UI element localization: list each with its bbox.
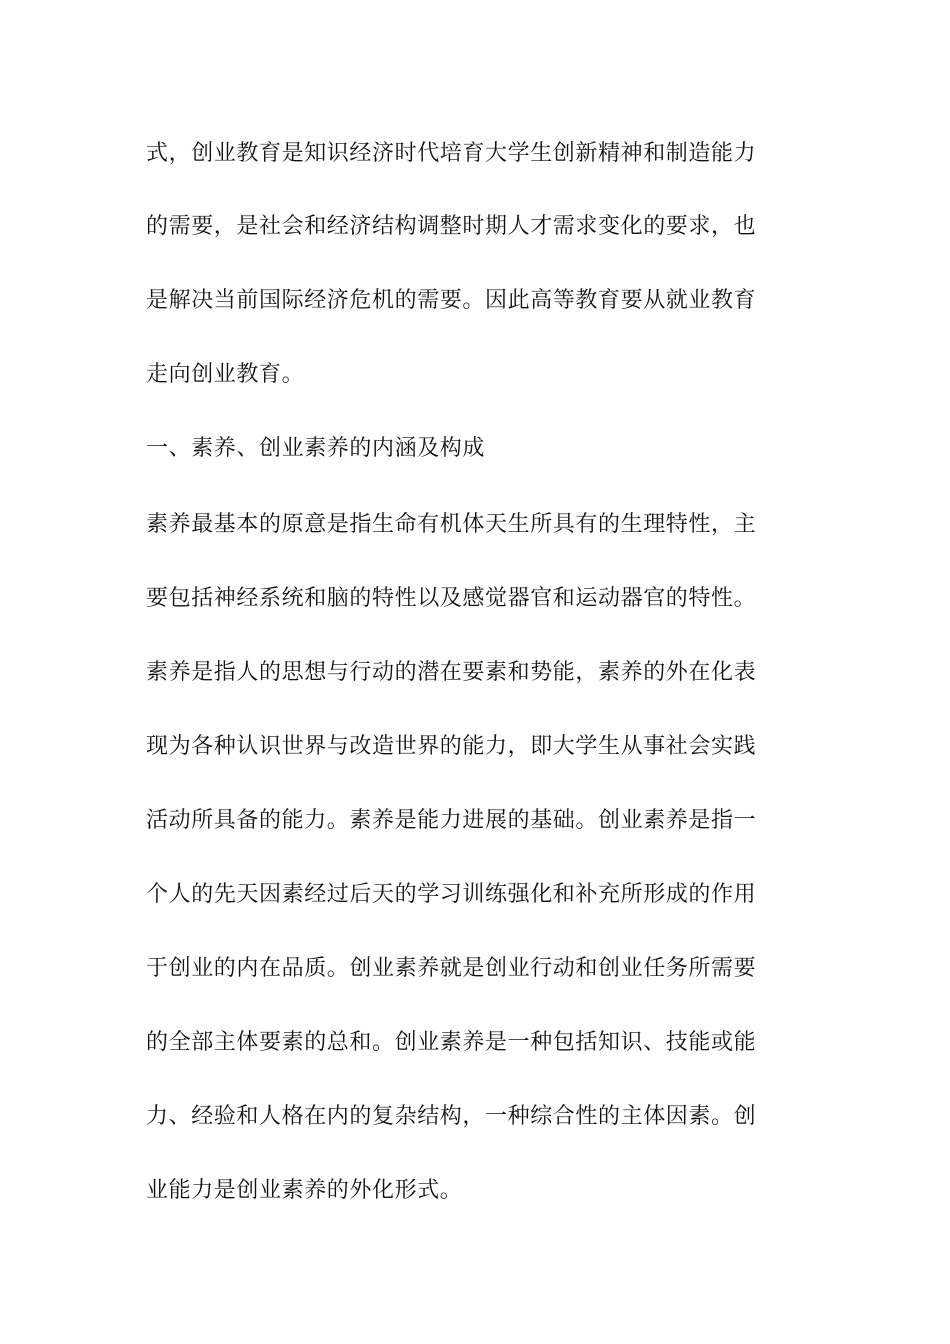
text-line: 要包括神经系统和脑的特性以及感觉器官和运动器官的特性。 <box>146 586 757 611</box>
text-line: 素养是指人的思想与行动的潜在要素和势能，素养的外在化表 <box>146 660 757 685</box>
text-line: 的全部主体要素的总和。创业素养是一种包括知识、技能或能 <box>146 1030 757 1055</box>
text-line: 式，创业教育是知识经济时代培育大学生创新精神和制造能力 <box>146 141 757 166</box>
text-line: 力、经验和人格在内的复杂结构，一种综合性的主体因素。创 <box>146 1104 757 1129</box>
text-line: 业能力是创业素养的外化形式。 <box>146 1178 463 1203</box>
text-line: 是解决当前国际经济危机的需要。因此高等教育要从就业教育 <box>146 288 757 313</box>
text-line: 于创业的内在品质。创业素养就是创业行动和创业任务所需要 <box>146 956 757 981</box>
text-line: 走向创业教育。 <box>146 362 305 387</box>
text-line: 素养最基本的原意是指生命有机体天生所具有的生理特性，主 <box>146 512 757 537</box>
text-line: 个人的先天因素经过后天的学习训练强化和补充所形成的作用 <box>146 882 757 907</box>
text-line: 现为各种认识世界与改造世界的能力，即大学生从事社会实践 <box>146 734 757 759</box>
text-line: 的需要，是社会和经济结构调整时期人才需求变化的要求，也 <box>146 214 757 239</box>
section-heading: 一、素养、创业素养的内涵及构成 <box>146 436 486 461</box>
text-line: 活动所具备的能力。素养是能力进展的基础。创业素养是指一 <box>146 808 757 833</box>
